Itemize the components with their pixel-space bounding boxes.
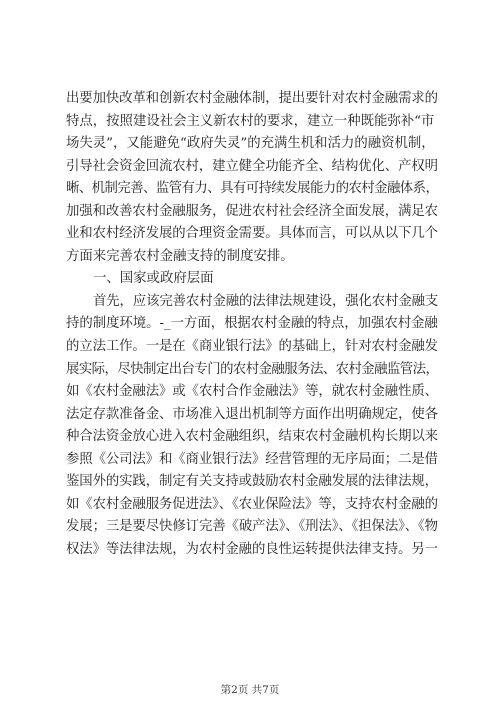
body-text [66,88,438,561]
text-line: 法定存款准备金、市场准入退出机制等方面作出明确规定，使各 [66,406,438,422]
text-line: 持的制度环境。-_一方面，根据农村金融的特点，加强农村金融 [66,316,438,332]
text-line: 一、国家或政府层面 [93,271,214,287]
text-line: 的立法工作。一是在《商业银行法》的基础上，针对农村金融发 [66,339,438,355]
text-line: 如《农村金融法》或《农村合作金融法》等，就农村金融性质、 [66,384,438,400]
text-line: 展实际，尽快制定出台专门的农村金融服务法、农村金融监管法， [66,361,439,377]
text-line: 加强和改善农村金融服务，促进农村社会经济全面发展，满足农 [66,203,438,219]
text-line: 参照《公司法》和《商业银行法》经营管理的无序局面；二是借 [66,451,438,467]
text-line: 方面来完善农村金融支持的制度安排。 [66,248,294,264]
text-line: 鉴国外的实践，制定有关支持或鼓励农村金融发展的法律法规， [66,474,438,490]
text-line: 业和农村经济发展的合理资金需要。具体而言，可以从以下几个 [66,226,438,242]
text-line: 种合法资金放心进入农村金融组织，结束农村金融机构长期以来 [66,429,438,445]
text-line: 如《农村金融服务促进法》、《农业保险法》等，支持农村金融的 [66,496,438,512]
text-line: 晰、机制完善、监管有力、具有可持续发展能力的农村金融体系， [66,181,439,197]
text-line: 出要加快改革和创新农村金融体制，提出要针对农村金融需求的 [66,91,438,106]
text-line: 首先，应该完善农村金融的法律法规建设，强化农村金融支 [93,293,439,309]
text-line: 发展；三是要尽快修订完善《破产法》、《刑法》、《担保法》、《物 [66,519,438,535]
text-line: 引导社会资金回流农村，建立健全功能齐全、结构优化、产权明 [66,158,438,174]
text-line: 权法》等法律法规，为农村金融的良性运转提供法律支持。另一 [66,541,438,557]
page-footer: 第2页 共7页 [220,684,280,696]
text-line: 特点，按照建设社会主义新农村的要求，建立一种既能弥补“市 [66,113,435,129]
text-line: 场失灵”，又能避免“政府失灵”的充满生机和活力的融资机制， [66,136,435,152]
